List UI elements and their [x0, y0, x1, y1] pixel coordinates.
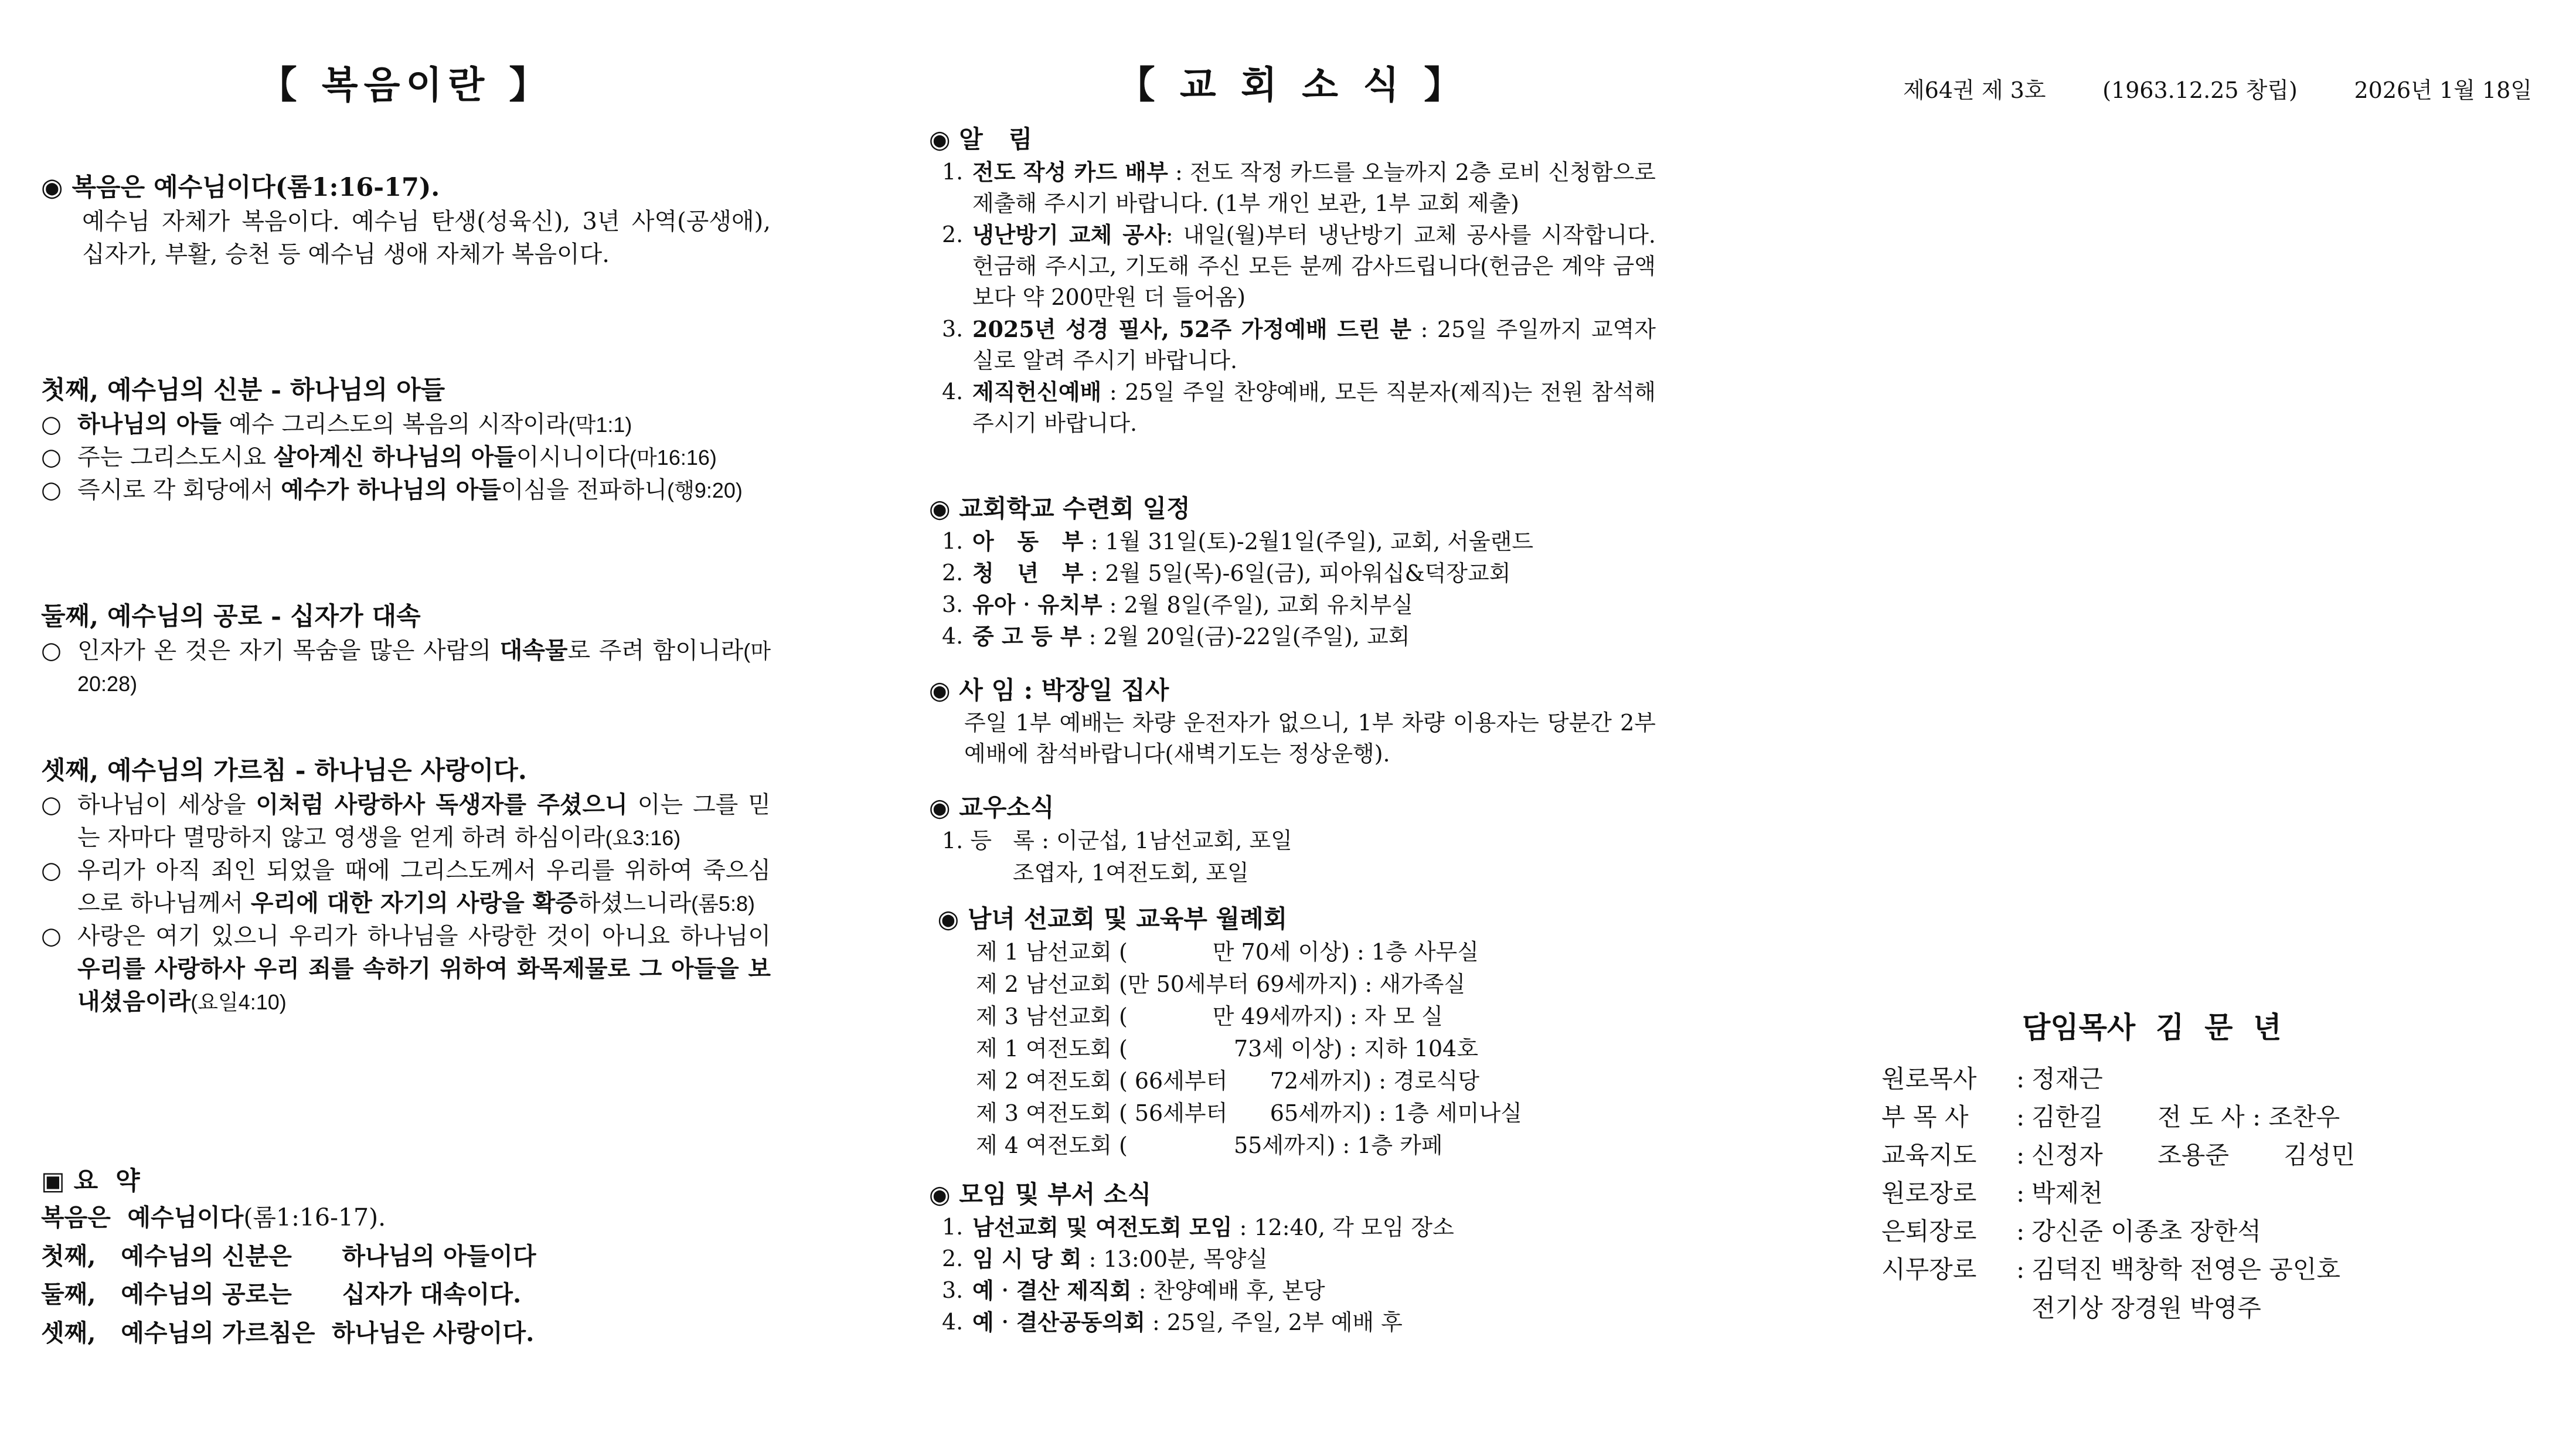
summary-heading: ▣ 요 약 [41, 1166, 140, 1196]
staff-colon: : [2016, 1179, 2025, 1208]
staff-names: 전기상 장경원 박영주 [2031, 1293, 2261, 1322]
staff-colon [2016, 1289, 2031, 1327]
news-item [942, 219, 1656, 314]
news-item [942, 526, 1656, 557]
summary-row [41, 1275, 771, 1314]
staff-role: 부 목 사 [1881, 1103, 1969, 1132]
item-number: 1. [942, 158, 964, 185]
item-title: 남선교회 및 여전도회 모임 [972, 1213, 1233, 1240]
senior-pastor: 담임목사 김 문 년 [2022, 1010, 2282, 1045]
item-title: 예‧결산 제직회 [972, 1277, 1132, 1304]
news-heading: ◉ 모임 및 부서 소식 [929, 1180, 1152, 1209]
staff-colon: : [2016, 1255, 2025, 1284]
verse-reference: (행9:20) [667, 478, 743, 503]
section-heading: 셋째, 예수님의 가르침 - 하나님은 사랑이다. [41, 756, 527, 785]
item-detail: : 25일, 주일, 2부 예배 후 [1145, 1309, 1403, 1336]
staff-row [1881, 1250, 2355, 1288]
notice-section [929, 123, 1656, 439]
members-section [929, 791, 1656, 889]
summary-section [41, 1164, 771, 1353]
section-body: 예수님 자체가 복음이다. 예수님 탄생(성육신), 3년 사역(공생애), 십자가, 부활, 승천 등 예수님 생애 자체가 복음이다. [82, 208, 771, 268]
item-title: 유아‧유치부 [972, 591, 1102, 618]
news-item [942, 1275, 1656, 1307]
retreat-section [929, 492, 1656, 652]
summary-row [41, 1237, 771, 1276]
mission-row: 제 4 여전도회 ( 55세까지) : 1층 카페 [976, 1132, 1443, 1159]
news-heading: ◉ 알 림 [929, 125, 1033, 154]
verse-text-plain: 하셨느니라 [577, 890, 692, 917]
news-item [942, 157, 1656, 219]
members-line: 1. 등 록 : 이군섭, 1남선교회, 포일 [942, 827, 1292, 853]
verse-text-plain: 인자가 온 것은 자기 목숨을 많은 사람의 [77, 637, 500, 665]
driver-body: 주일 1부 예배는 차량 운전자가 없으니, 1부 차량 이용자는 당분간 2부 예배에 참석바랍니다(새벽기도는 정상운행). [964, 709, 1656, 767]
item-number: 1. [942, 528, 964, 554]
item-number: 4. [942, 1309, 964, 1335]
staff-names: 강신준 이종초 장한석 [2031, 1217, 2261, 1246]
item-text [972, 526, 1656, 557]
verse-text-emphasis: 이처럼 사랑하사 독생자를 주셨으니 [256, 791, 628, 819]
item-detail: : 찬양예배 후, 본당 [1131, 1278, 1325, 1304]
item-title: 2025년 성경 필사, 52주 가정예배 드린 분 [972, 315, 1412, 342]
section-heading: 첫째, 예수님의 신분 - 하나님의 아들 [41, 376, 445, 405]
item-text [972, 314, 1656, 376]
item-detail: : 25일 주일까지 교역자실로 알려 주시기 바랍니다. [972, 316, 1656, 373]
staff-names: 정재근 [2031, 1064, 2103, 1093]
item-number: 3. [942, 1277, 964, 1304]
verse-text-emphasis: 우리를 사랑하사 우리 죄를 속하기 위하여 화목제물로 그 아들을 보내셨음이라 [77, 955, 771, 1016]
sermon-section-2 [41, 373, 771, 506]
verse-item [41, 788, 771, 854]
driver-heading: ◉ 사 임 : 박장일 집사 [929, 676, 1169, 705]
verse-text-plain: 하나님이 세상을 [77, 791, 256, 819]
staff-role: 교육지도 [1881, 1141, 1977, 1170]
news-list [929, 1212, 1656, 1339]
staff-row [1881, 1060, 2355, 1098]
members-line: 조엽자, 1여전도회, 포일 [942, 859, 1249, 886]
summary-row [41, 1199, 771, 1237]
item-number: 2. [942, 222, 964, 248]
mission-section [929, 903, 1656, 1162]
verse-text-emphasis: 살아계신 하나님의 아들 [273, 443, 516, 471]
staff-role [1881, 1289, 2016, 1327]
section-heading: ◉ 복음은 예수님이다(롬1:16-17). [41, 173, 440, 202]
staff-row [1881, 1136, 2355, 1174]
summary-lead: 둘째, 예수님의 공로는 [41, 1280, 292, 1309]
news-title: 【 교 회 소 식 】 [1117, 63, 1468, 107]
verse-text-plain: 주는 그리스도시요 [77, 444, 274, 471]
news-list [929, 526, 1656, 653]
sermon-title: 【 복음이란 】 [259, 63, 553, 107]
item-detail: : 1월 31일(토)-2월1일(주일), 교회, 서울랜드 [1083, 528, 1534, 555]
item-title: 중 고 등 부 [972, 623, 1082, 650]
mission-row: 제 3 여전도회 ( 56세부터 65세까지) : 1층 세미나실 [976, 1100, 1522, 1127]
verse-text-plain: 이는 그를 믿는 자마다 멸망하지 않고 영생을 얻게 하려 하심이라 [77, 791, 771, 852]
staff-row [1881, 1212, 2355, 1250]
bullet-marker: ○ [41, 637, 62, 665]
staff-names: 박제천 [2031, 1179, 2103, 1208]
mission-heading: ◉ 남녀 선교회 및 교육부 월례회 [929, 904, 1288, 933]
news-item [942, 621, 1656, 652]
staff-colon: : [2016, 1217, 2025, 1246]
summary-reference: (롬1:16-17). [243, 1203, 386, 1232]
item-text [972, 557, 1656, 589]
mission-row: 제 1 여전도회 ( 73세 이상) : 지하 104호 [976, 1035, 1479, 1062]
item-number: 3. [942, 591, 964, 618]
item-title: 아 동 부 [972, 528, 1084, 555]
bullet-marker: ○ [41, 411, 62, 438]
item-number: 3. [942, 315, 964, 342]
item-title: 전도 작성 카드 배부 [972, 158, 1168, 185]
item-detail: : 12:40, 각 모임 장소 [1232, 1214, 1454, 1240]
summary-lead: 셋째, 예수님의 가르침은 [41, 1318, 315, 1347]
item-number: 4. [942, 379, 964, 404]
verse-text-emphasis: 예수가 하나님의 아들 [281, 476, 501, 504]
verse-text-plain: 로 주려 함이니라 [567, 637, 744, 665]
item-text [972, 1243, 1656, 1275]
item-text [972, 589, 1656, 621]
news-item [942, 376, 1656, 439]
verse-reference: (막1:1) [568, 413, 632, 437]
bullet-marker: ○ [41, 857, 62, 885]
verse-text-plain: 즉시로 각 회당에서 [77, 477, 281, 504]
item-text [972, 1307, 1656, 1338]
item-text [972, 376, 1656, 439]
verse-text [77, 634, 771, 700]
item-text [972, 1212, 1656, 1243]
item-detail: : 2월 20일(금)-22일(주일), 교회 [1081, 624, 1410, 650]
verse-item [41, 634, 771, 700]
bullet-marker: ○ [41, 923, 62, 950]
verse-item [41, 854, 771, 920]
staff-row [1881, 1098, 2355, 1136]
item-detail: : 2월 5일(목)-6일(금), 피아워십&덕장교회 [1083, 560, 1511, 586]
verse-reference: (마20:28) [77, 639, 771, 696]
news-heading: ◉ 교회학교 수련회 일정 [929, 494, 1190, 523]
mission-row: 제 3 남선교회 ( 만 49세까지) : 자 모 실 [976, 1003, 1444, 1029]
staff-role: 원로목사 [1881, 1064, 1977, 1093]
verse-text [77, 474, 771, 506]
verse-text [77, 788, 771, 854]
issue-header: 제64권 제 3호 (1963.12.25 창립) 2026년 1월 18일 [1903, 77, 2532, 103]
verse-text-emphasis: 하나님의 아들 [77, 410, 222, 438]
verse-item [41, 474, 771, 506]
item-text [972, 621, 1656, 652]
item-title: 냉난방기 교체 공사 [972, 222, 1166, 249]
item-title: 청 년 부 [972, 559, 1084, 586]
sermon-section-4 [41, 753, 771, 1018]
staff-list [1881, 1060, 2355, 1327]
item-text [972, 1275, 1656, 1307]
summary-conclusion: 십자가 대속이다. [291, 1280, 522, 1309]
news-item [942, 1307, 1656, 1338]
item-number: 1. [942, 1213, 964, 1240]
staff-role: 원로장로 [1881, 1179, 1977, 1208]
verse-text-emphasis: 우리에 대한 자기의 사랑을 확증 [250, 889, 578, 917]
item-title: 임 시 당 회 [972, 1245, 1082, 1272]
verse-item [41, 408, 771, 441]
staff-role: 시무장로 [1881, 1255, 1977, 1284]
staff-colon: : [2016, 1103, 2025, 1132]
verse-item [41, 441, 771, 474]
verse-text-plain: 우리가 아직 죄인 되었을 때에 그리스도께서 우리를 위하여 죽으심으로 하나님께서 [77, 857, 771, 917]
news-item [942, 314, 1656, 376]
groups-section [929, 1178, 1656, 1338]
verse-reference: (요일4:10) [190, 990, 287, 1015]
staff-row [1881, 1289, 2355, 1327]
verse-text-plain: 이시니이다 [516, 444, 630, 471]
verse-text-plain: 이심을 전파하니 [501, 477, 668, 504]
members-heading: ◉ 교우소식 [929, 793, 1054, 822]
summary-conclusion: 하나님의 아들이다 [291, 1241, 536, 1270]
item-number: 2. [942, 1245, 964, 1271]
summary-rows [41, 1199, 771, 1352]
verse-text [77, 854, 771, 920]
verse-text [77, 441, 771, 474]
item-title: 제직헌신예배 [972, 379, 1102, 405]
news-item [942, 1212, 1656, 1243]
item-text [972, 157, 1656, 219]
summary-row [41, 1314, 771, 1353]
bullet-marker: ○ [41, 444, 62, 471]
news-item [942, 557, 1656, 589]
staff-role: 은퇴장로 [1881, 1217, 1977, 1246]
item-text [972, 219, 1656, 314]
staff-names: 신정자 조용준 김성민 [2031, 1141, 2356, 1170]
section-heading: 둘째, 예수님의 공로 - 십자가 대속 [41, 602, 421, 631]
mission-rows [929, 936, 1656, 1162]
verse-text-plain: 예수 그리스도의 복음의 시작이라 [221, 411, 569, 438]
summary-lead: 복음은 예수님이다 [41, 1203, 244, 1232]
summary-lead: 첫째, 예수님의 신분은 [41, 1241, 292, 1270]
staff-colon: : [2016, 1064, 2025, 1093]
news-item [942, 1243, 1656, 1275]
sermon-section-1 [41, 170, 771, 271]
item-detail: : 전도 작정 카드를 오늘까지 2층 로비 신청함으로 제출해 주시기 바랍니다. (1부 개인 보관, 1부 교회 제출) [972, 159, 1656, 216]
verse-text [77, 408, 771, 441]
driver-notice-section [929, 674, 1656, 770]
staff-names: 김덕진 백창학 전영은 공인호 [2031, 1255, 2340, 1284]
bullet-marker: ○ [41, 791, 62, 819]
verse-text-emphasis: 대속물 [499, 637, 568, 665]
news-list [929, 157, 1656, 440]
mission-row: 제 2 남선교회 (만 50세부터 69세까지) : 새가족실 [976, 971, 1466, 997]
item-number: 2. [942, 559, 964, 586]
sermon-section-3 [41, 599, 771, 700]
verse-item [41, 920, 771, 1018]
staff-colon: : [2016, 1141, 2025, 1170]
staff-row [1881, 1174, 2355, 1212]
item-detail: : 2월 8일(주일), 교회 유치부실 [1102, 592, 1413, 618]
mission-row: 제 1 남선교회 ( 만 70세 이상) : 1층 사무실 [976, 938, 1479, 965]
bullet-marker: ○ [41, 477, 62, 504]
verse-reference: (마16:16) [629, 445, 717, 470]
verse-reference: (요3:16) [605, 826, 681, 851]
item-detail: : 13:00분, 목양실 [1081, 1246, 1268, 1272]
news-item [942, 589, 1656, 621]
item-number: 4. [942, 623, 964, 649]
verse-reference: (롬5:8) [691, 892, 755, 916]
item-detail: : 25일 주일 찬양예배, 모든 직분자(제직)는 전원 참석해 주시기 바랍니다. [972, 379, 1656, 437]
item-title: 예‧결산공동의회 [972, 1309, 1145, 1336]
verse-text [77, 920, 771, 1018]
mission-row: 제 2 여전도회 ( 66세부터 72세까지) : 경로식당 [976, 1068, 1479, 1094]
summary-conclusion: 하나님은 사랑이다. [315, 1318, 535, 1347]
verse-text-plain: 사랑은 여기 있으니 우리가 하나님을 사랑한 것이 아니요 하나님이 [77, 923, 771, 950]
staff-names: 김한길 전 도 사 : 조찬우 [2031, 1103, 2340, 1132]
item-detail: : 내일(월)부터 냉난방기 교체 공사를 시작합니다. 헌금해 주시고, 기도해 주신 모든 분께 감사드립니다(헌금은 계약 금액보다 약 200만원 더 들어옴) [972, 222, 1656, 311]
